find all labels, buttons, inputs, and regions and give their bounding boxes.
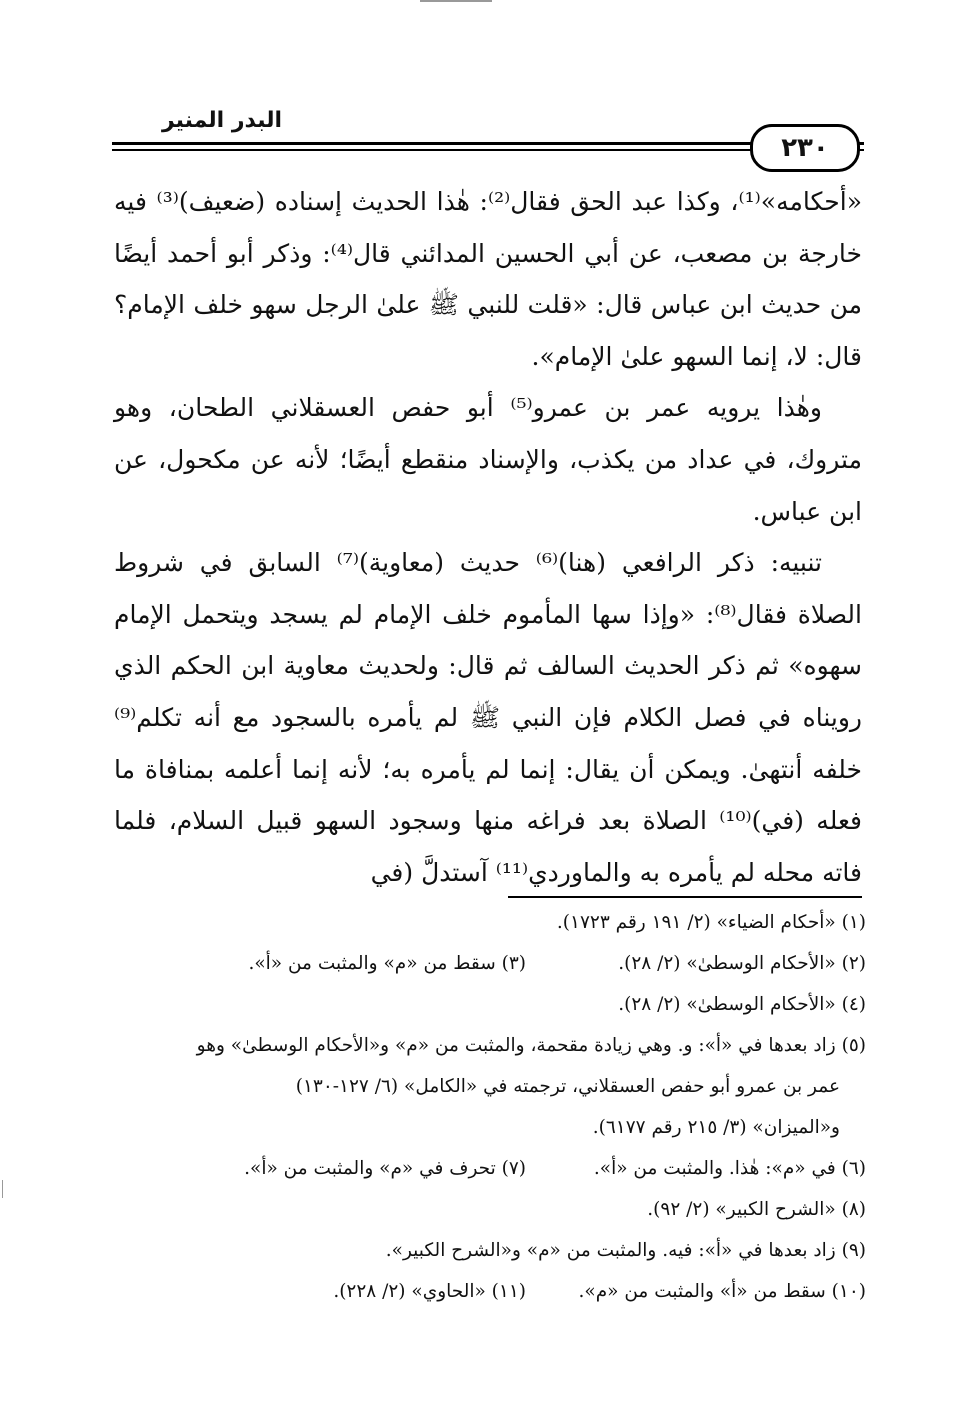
footnote-5: (٥) زاد بعدها في «أ»: و. وهي زيادة مقحمة، والمثبت من «م» و«الأحكام الوسطىٰ» وهو (196, 1035, 866, 1056)
paragraph-2: وهٰذا يرويه عمر بن عمرو⁽⁵⁾ أبو حفص العسقلاني الطحان، وهو متروك، في عداد من يكذب، والإسناد منقطع أيضًا؛ لأنه عن مكحول، عن ابن عباس. (114, 393, 862, 526)
footnote-10: (١٠) سقط من «أ» والمثبت من «م». (578, 1281, 866, 1302)
paragraph-1: «أحكامه»⁽¹⁾، وكذا عبد الحق فقال⁽²⁾: هٰذا الحديث إسناده (ضعيف)⁽³⁾ فيه خارجة بن مصعب، عن أبي الحسين المدائني قال⁽⁴⁾: وذكر أبو أحمد أيضًا من حديث ابن عباس قال: «قلت للنبي ﷺ علىٰ الرجل سهو خلف الإمام؟ قال: لا، إنما السهو علىٰ الإمام». (114, 187, 862, 371)
footnote-row (114, 1271, 866, 1312)
footnote-2: (٢) «الأحكام الوسطىٰ» (٢/ ٢٨). (618, 953, 866, 974)
footnote-separator (508, 896, 862, 898)
page-header (112, 108, 864, 163)
page-number: ٢٣٠ (750, 124, 860, 172)
main-text (114, 176, 862, 898)
footnote-7: (٧) تحرف في «م» والمثبت من «أ». (244, 1158, 526, 1179)
footnote-row (114, 1148, 866, 1189)
footnote-row (114, 943, 866, 984)
footnote-5-continued: و«الميزان» (٣/ ٢١٥ رقم ٦١٧٧). (592, 1117, 840, 1138)
running-title: البدر المنير (148, 108, 296, 133)
paragraph-3: تنبيه: ذكر الرافعي (هنا)⁽⁶⁾ حديث (معاوية)⁽⁷⁾ السابق في شروط الصلاة فقال⁽⁸⁾: «وإذا سها المأموم خلف الإمام لم يسجد ويتحمل الإمام سهوه» ثم ذكر الحديث السالف ثم قال: ولحديث معاوية ابن الحكم الذي رويناه في فصل الكلام فإن النبي ﷺ لم يأمره بالسجود مع أنه تكلم⁽⁹⁾ خلفه أنتهىٰ. ويمكن أن يقال: إنما لم يأمره به؛ لأنه إنما أعلمه بمنافاة ما فعله (في)⁽¹⁰⁾ الصلاة بعد فراغه منها وسجود السهو قبيل السلام، فلما فاته محله لم يأمره به والماوردي⁽¹¹⁾ آستدلَّ (في (114, 548, 862, 887)
footnote-8: (٨) «الشرح الكبير» (٢/ ٩٢). (647, 1199, 866, 1220)
footnote-9: (٩) زاد بعدها في «أ»: فيه. والمثبت من «م» و«الشرح الكبير». (385, 1240, 866, 1261)
margin-mark (2, 1180, 3, 1198)
footnote-1: (١) «أحكام الضياء» (٢/ ١٩١ رقم ١٧٢٣). (556, 912, 866, 933)
footnote-5-continued: عمر بن عمرو أبو حفص العسقلاني، ترجمته في «الكامل» (٦/ ١٢٧-١٣٠) (295, 1076, 840, 1097)
footnote-4: (٤) «الأحكام الوسطىٰ» (٢/ ٢٨). (618, 994, 866, 1015)
top-edge-mark (420, 0, 492, 2)
footnote-3: (٣) سقط من «م» والمثبت من «أ». (248, 953, 526, 974)
footnote-11: (١١) «الحاوي» (٢/ ٢٢٨). (333, 1281, 526, 1302)
footnote-6: (٦) في «م»: هٰذا. والمثبت من «أ». (593, 1158, 866, 1179)
footnotes (114, 902, 866, 1312)
